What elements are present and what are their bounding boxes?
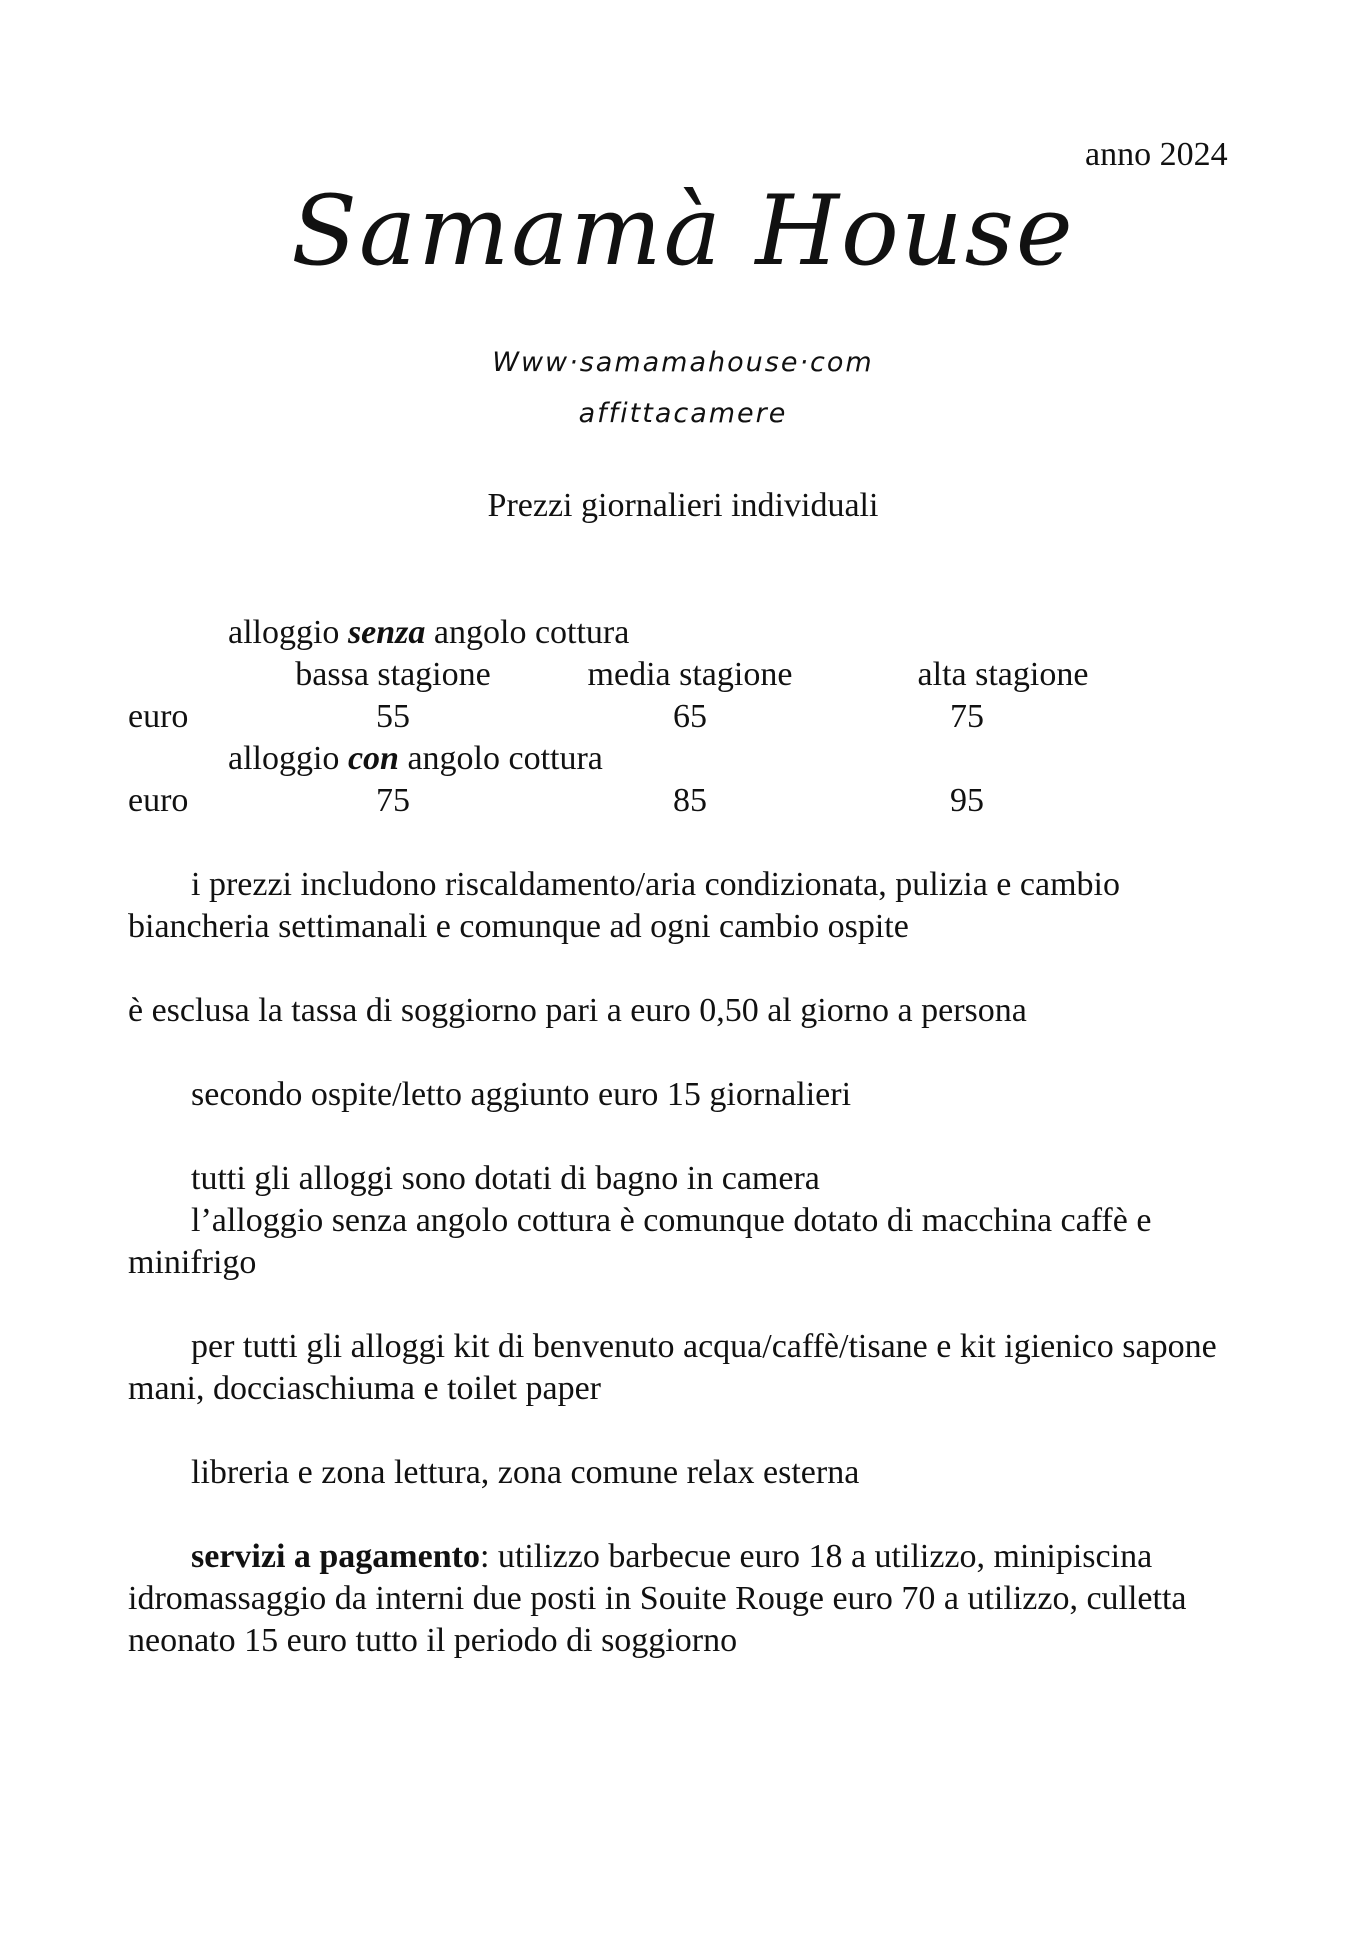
price-cell: 55 [376,698,410,735]
price-cell: 95 [950,782,984,819]
paid-services-label: servizi a pagamento [191,1538,480,1575]
year-label: anno 2024 [1085,136,1228,173]
room-type-without-kitchen: alloggio senza angolo cottura [228,614,630,651]
season-mid: media stagione [587,656,793,693]
note-library: libreria e zona lettura, zona comune relax esterna [191,1454,860,1491]
note-paid-services [128,1536,1238,1662]
note-bathroom: tutti gli alloggi sono dotati di bagno in camera [191,1160,820,1197]
note-tax: è esclusa la tassa di soggiorno pari a euro 0,50 al giorno a persona [128,992,1027,1029]
note-included: i prezzi includono riscaldamento/aria condizionata, pulizia e cambio biancheria settimanali e comunque ad ogni cambio ospite [128,866,1120,945]
note-second-guest: secondo ospite/letto aggiunto euro 15 giornalieri [191,1076,852,1113]
price-cell: 75 [376,782,410,819]
price-cell: 75 [950,698,984,735]
page-title: Prezzi giornalieri individuali [487,487,879,524]
price-cell: 65 [673,698,707,735]
note-welcome-kit: per tutti gli alloggi kit di benvenuto acqua/caffè/tisane e kit igienico sapone mani, docciaschiuma e toilet paper [128,1328,1217,1407]
currency-label: euro [128,698,189,735]
room-type-with-kitchen: alloggio con angolo cottura [228,740,603,777]
subtitle-text: affittacamere [578,398,788,429]
season-low: bassa stagione [295,656,491,693]
brand-logo: Samamà House [291,175,1075,287]
currency-label: euro [128,782,189,819]
season-high: alta stagione [917,656,1089,693]
price-cell: 85 [673,782,707,819]
paid-services-text: : utilizzo barbecue euro 18 a utilizzo, minipiscina idromassaggio da interni due posti in Souite Rouge euro 70 a utilizzo, culletta neonato 15 euro tutto il periodo di soggiorno [128,1538,1187,1659]
website-text: Www·samamahouse·com [492,347,874,378]
note-minifridge: l’alloggio senza angolo cottura è comunque dotato di macchina caffè e minifrigo [128,1202,1152,1281]
